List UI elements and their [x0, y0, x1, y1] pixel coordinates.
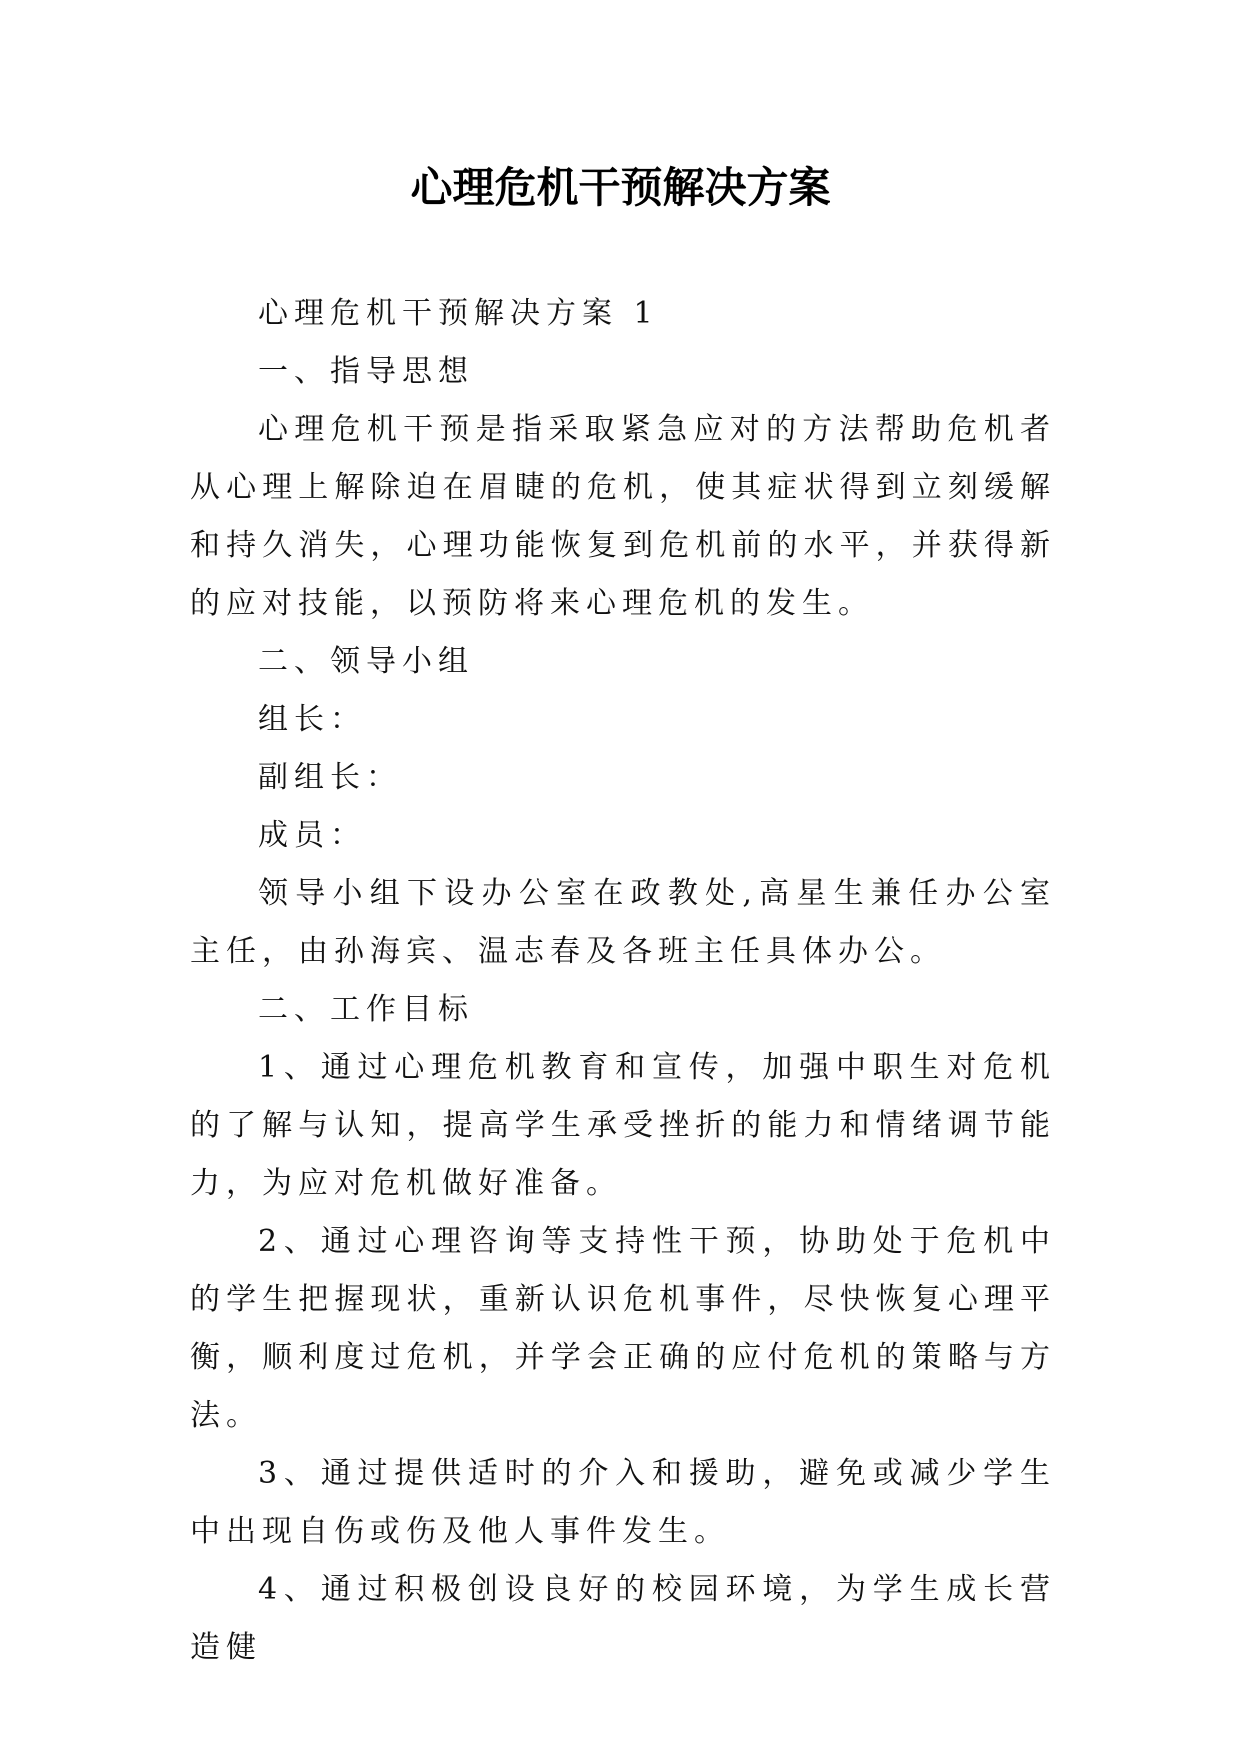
- section-heading: 心理危机干预解决方案 1: [258, 296, 659, 331]
- list-item: 1、通过心理危机教育和宣传，加强中职生对危机的了解与认知，提高学生承受挫折的能力和情绪调节能力，为应对危机做好准备。: [190, 1050, 1056, 1201]
- section-heading: 二、领导小组: [258, 644, 474, 679]
- list-item: 3、通过提供适时的介入和援助，避免或减少学生中出现自伤或伤及他人事件发生。: [190, 1456, 1056, 1549]
- section-heading: 二、工作目标: [258, 992, 474, 1027]
- field-label: 组长：: [258, 702, 366, 737]
- document-body: [190, 285, 1056, 1677]
- field-label: 副组长：: [258, 760, 402, 795]
- list-item: 2、通过心理咨询等支持性干预，协助处于危机中的学生把握现状，重新认识危机事件，尽快恢复心理平衡，顺利度过危机，并学会正确的应付危机的策略与方法。: [190, 1224, 1056, 1433]
- field-label: 成员：: [258, 818, 366, 853]
- paragraph: 心理危机干预是指采取紧急应对的方法帮助危机者从心理上解除迫在眉睫的危机，使其症状得到立刻缓解和持久消失，心理功能恢复到危机前的水平，并获得新的应对技能，以预防将来心理危机的发生。: [190, 412, 1056, 621]
- document-title: 心理危机干预解决方案: [410, 163, 831, 212]
- paragraph: 领导小组下设办公室在政教处,高星生兼任办公室主任，由孙海宾、温志春及各班主任具体办公。: [190, 876, 1056, 969]
- section-heading: 一、指导思想: [258, 354, 474, 389]
- list-item: 4、通过积极创设良好的校园环境，为学生成长营造健: [190, 1572, 1056, 1665]
